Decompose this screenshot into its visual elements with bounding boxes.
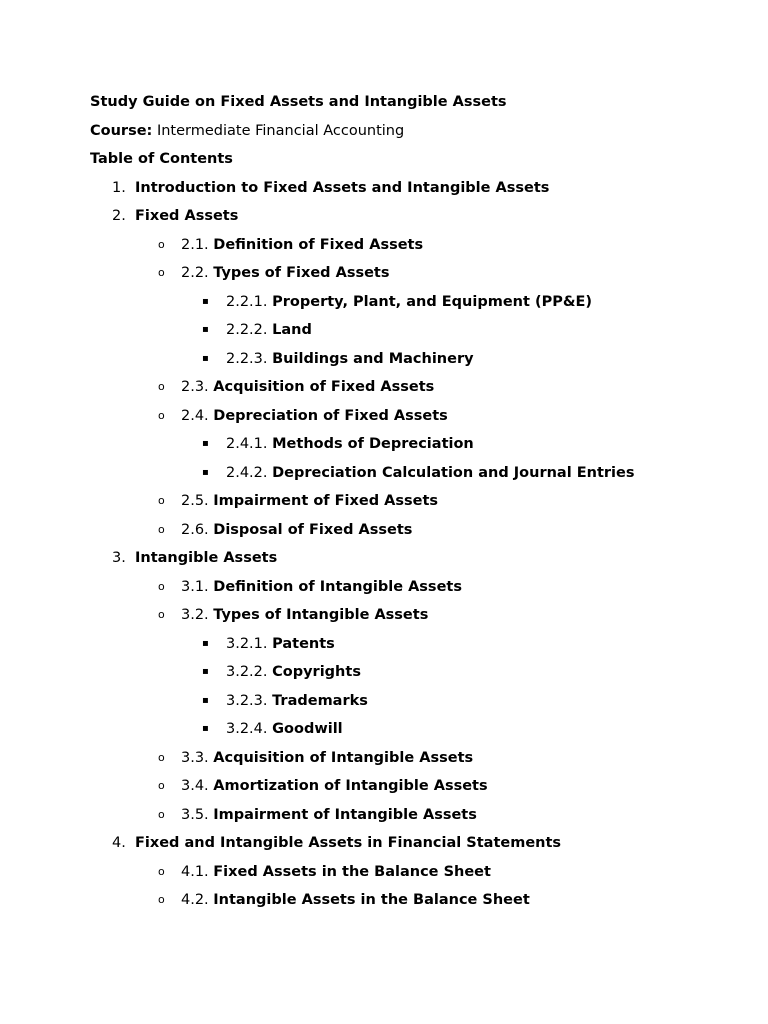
toc-subsection-title: Types of Fixed Assets <box>213 265 390 281</box>
square-bullet-icon: ▪ <box>202 295 209 307</box>
toc-subsubsection <box>90 459 750 488</box>
toc-subsubsection-entry <box>226 658 361 687</box>
toc-section <box>90 829 750 858</box>
toc-subsubsection-number: 2.4.1. <box>226 436 268 452</box>
square-bullet-icon: ▪ <box>202 723 209 734</box>
toc-subsection <box>90 886 750 915</box>
toc-subsubsection <box>90 630 750 659</box>
toc-subsection <box>90 801 750 830</box>
toc-subsubsection-number: 2.4.2. <box>226 464 268 481</box>
toc-subsubsection-title: Depreciation Calculation and Journal Entries <box>272 464 635 481</box>
toc-subsection-number: 2.1. <box>181 236 209 253</box>
toc-subsection-number: 2.6. <box>181 521 209 538</box>
circle-bullet-icon: o <box>158 807 165 821</box>
toc-subsection-title: Impairment of Intangible Assets <box>213 806 477 823</box>
toc-subsection-number: 3.5. <box>181 806 209 823</box>
course-label: Course: <box>90 122 153 139</box>
toc-subsubsection <box>90 430 750 459</box>
toc-subsubsection-title: Land <box>272 322 312 338</box>
toc-subsubsection-entry <box>226 288 592 317</box>
circle-bullet-icon: o <box>158 579 165 593</box>
toc-subsection-entry <box>181 573 462 602</box>
document-title: Study Guide on Fixed Assets and Intangible Assets <box>90 94 507 110</box>
toc-subsection-entry <box>181 231 423 260</box>
toc-section-number: 2. <box>112 208 126 224</box>
toc-subsection-title: Impairment of Fixed Assets <box>213 493 439 509</box>
toc-subsubsection-number: 2.2.3. <box>226 350 268 367</box>
square-bullet-icon: ▪ <box>202 324 209 335</box>
table-of-contents <box>90 174 750 915</box>
toc-subsection-number: 3.1. <box>181 578 209 595</box>
circle-bullet-icon: o <box>158 380 165 393</box>
toc-section-number: 3. <box>112 550 126 566</box>
toc-subsection-title: Definition of Intangible Assets <box>213 578 462 595</box>
toc-subsection <box>90 402 750 431</box>
toc-subsection-entry <box>181 516 412 545</box>
toc-section-title: Intangible Assets <box>135 550 278 566</box>
toc-subsection-entry <box>181 259 389 288</box>
square-bullet-icon: ▪ <box>202 352 209 364</box>
toc-subsubsection-entry <box>226 430 474 459</box>
circle-bullet-icon: o <box>158 494 165 507</box>
square-bullet-icon: ▪ <box>202 438 209 449</box>
toc-subsubsection-entry <box>226 459 634 488</box>
toc-subsection-number: 3.3. <box>181 749 209 766</box>
toc-subsubsection-entry <box>226 715 343 744</box>
course-value: Intermediate Financial Accounting <box>156 122 405 139</box>
course-line <box>90 117 750 146</box>
toc-subsection-entry <box>181 487 438 516</box>
toc-subsection-number: 4.2. <box>181 892 209 908</box>
toc-subsection-title: Types of Intangible Assets <box>213 607 429 623</box>
toc-subsection-title: Intangible Assets in the Balance Sheet <box>213 892 530 908</box>
toc-heading: Table of Contents <box>90 151 233 167</box>
circle-bullet-icon: o <box>158 893 165 906</box>
toc-subsection-title: Acquisition of Fixed Assets <box>213 379 435 395</box>
circle-bullet-icon: o <box>158 266 165 279</box>
toc-subsection <box>90 744 750 773</box>
toc-subsubsection <box>90 687 750 716</box>
toc-subsubsection-entry <box>226 316 312 345</box>
toc-subsection-entry <box>181 886 530 915</box>
toc-subsubsection-title: Trademarks <box>272 692 368 709</box>
toc-subsection-number: 2.2. <box>181 265 209 281</box>
circle-bullet-icon: o <box>158 750 165 764</box>
toc-subsubsection-title: Buildings and Machinery <box>272 350 474 367</box>
toc-subsection-number: 2.3. <box>181 379 209 395</box>
toc-subsubsection-number: 3.2.2. <box>226 664 268 680</box>
square-bullet-icon: ▪ <box>202 666 209 677</box>
toc-section <box>90 544 750 573</box>
toc-subsection-entry <box>181 601 428 630</box>
toc-subsection-entry <box>181 744 473 773</box>
toc-subsection-title: Acquisition of Intangible Assets <box>213 749 474 766</box>
toc-subsection <box>90 487 750 516</box>
toc-subsubsection-title: Methods of Depreciation <box>272 436 474 452</box>
toc-section-number: 1. <box>112 179 126 196</box>
circle-bullet-icon: o <box>158 779 165 792</box>
toc-subsubsection <box>90 345 750 374</box>
circle-bullet-icon: o <box>158 864 165 878</box>
toc-subsection <box>90 601 750 630</box>
toc-section <box>90 174 750 203</box>
toc-subsection-title: Amortization of Intangible Assets <box>213 778 488 794</box>
document-page <box>90 88 750 915</box>
toc-subsubsection-title: Property, Plant, and Equipment (PP&E) <box>272 293 593 310</box>
circle-bullet-icon: o <box>158 608 165 621</box>
toc-subsection <box>90 373 750 402</box>
toc-subsection <box>90 573 750 602</box>
toc-subsubsection <box>90 316 750 345</box>
toc-subsubsection-title: Patents <box>272 635 335 652</box>
toc-subsection-number: 3.4. <box>181 778 209 794</box>
toc-subsubsection-title: Copyrights <box>272 664 361 680</box>
toc-subsection <box>90 516 750 545</box>
toc-subsubsection <box>90 658 750 687</box>
toc-subsubsection-number: 2.2.1. <box>226 293 268 310</box>
toc-subsection <box>90 858 750 887</box>
square-bullet-icon: ▪ <box>202 637 209 649</box>
toc-subsection-number: 2.5. <box>181 493 209 509</box>
toc-section-title: Fixed and Intangible Assets in Financial Statements <box>135 835 562 851</box>
toc-section <box>90 202 750 231</box>
toc-subsection-entry <box>181 801 477 830</box>
toc-subsection-title: Disposal of Fixed Assets <box>213 521 413 538</box>
toc-subsubsection-number: 3.2.1. <box>226 635 268 652</box>
toc-subsubsection-entry <box>226 630 335 659</box>
square-bullet-icon: ▪ <box>202 694 209 706</box>
toc-subsection-entry <box>181 858 491 887</box>
toc-subsubsection-number: 3.2.3. <box>226 692 268 709</box>
toc-subsection-entry <box>181 402 448 431</box>
circle-bullet-icon: o <box>158 237 165 251</box>
toc-subsubsection-title: Goodwill <box>272 721 343 737</box>
toc-section-title: Fixed Assets <box>135 208 239 224</box>
toc-subsubsection-entry <box>226 345 474 374</box>
toc-subsection <box>90 772 750 801</box>
toc-section-title: Introduction to Fixed Assets and Intangible Assets <box>135 179 550 196</box>
toc-subsection-entry <box>181 373 434 402</box>
toc-subsection-number: 3.2. <box>181 607 209 623</box>
toc-subsubsection <box>90 715 750 744</box>
toc-subsection-title: Fixed Assets in the Balance Sheet <box>213 863 491 880</box>
toc-subsection-title: Depreciation of Fixed Assets <box>213 407 448 424</box>
toc-subsection-title: Definition of Fixed Assets <box>213 236 424 253</box>
toc-subsubsection-entry <box>226 687 368 716</box>
toc-section-number: 4. <box>112 835 126 851</box>
toc-subsection-number: 4.1. <box>181 863 209 880</box>
square-bullet-icon: ▪ <box>202 466 209 478</box>
toc-subsubsection-number: 2.2.2. <box>226 322 268 338</box>
toc-subsection <box>90 259 750 288</box>
toc-subsection <box>90 231 750 260</box>
toc-subsubsection <box>90 288 750 317</box>
circle-bullet-icon: o <box>158 408 165 422</box>
toc-subsubsection-number: 3.2.4. <box>226 721 268 737</box>
toc-subsection-number: 2.4. <box>181 407 209 424</box>
toc-subsection-entry <box>181 772 488 801</box>
circle-bullet-icon: o <box>158 522 165 536</box>
